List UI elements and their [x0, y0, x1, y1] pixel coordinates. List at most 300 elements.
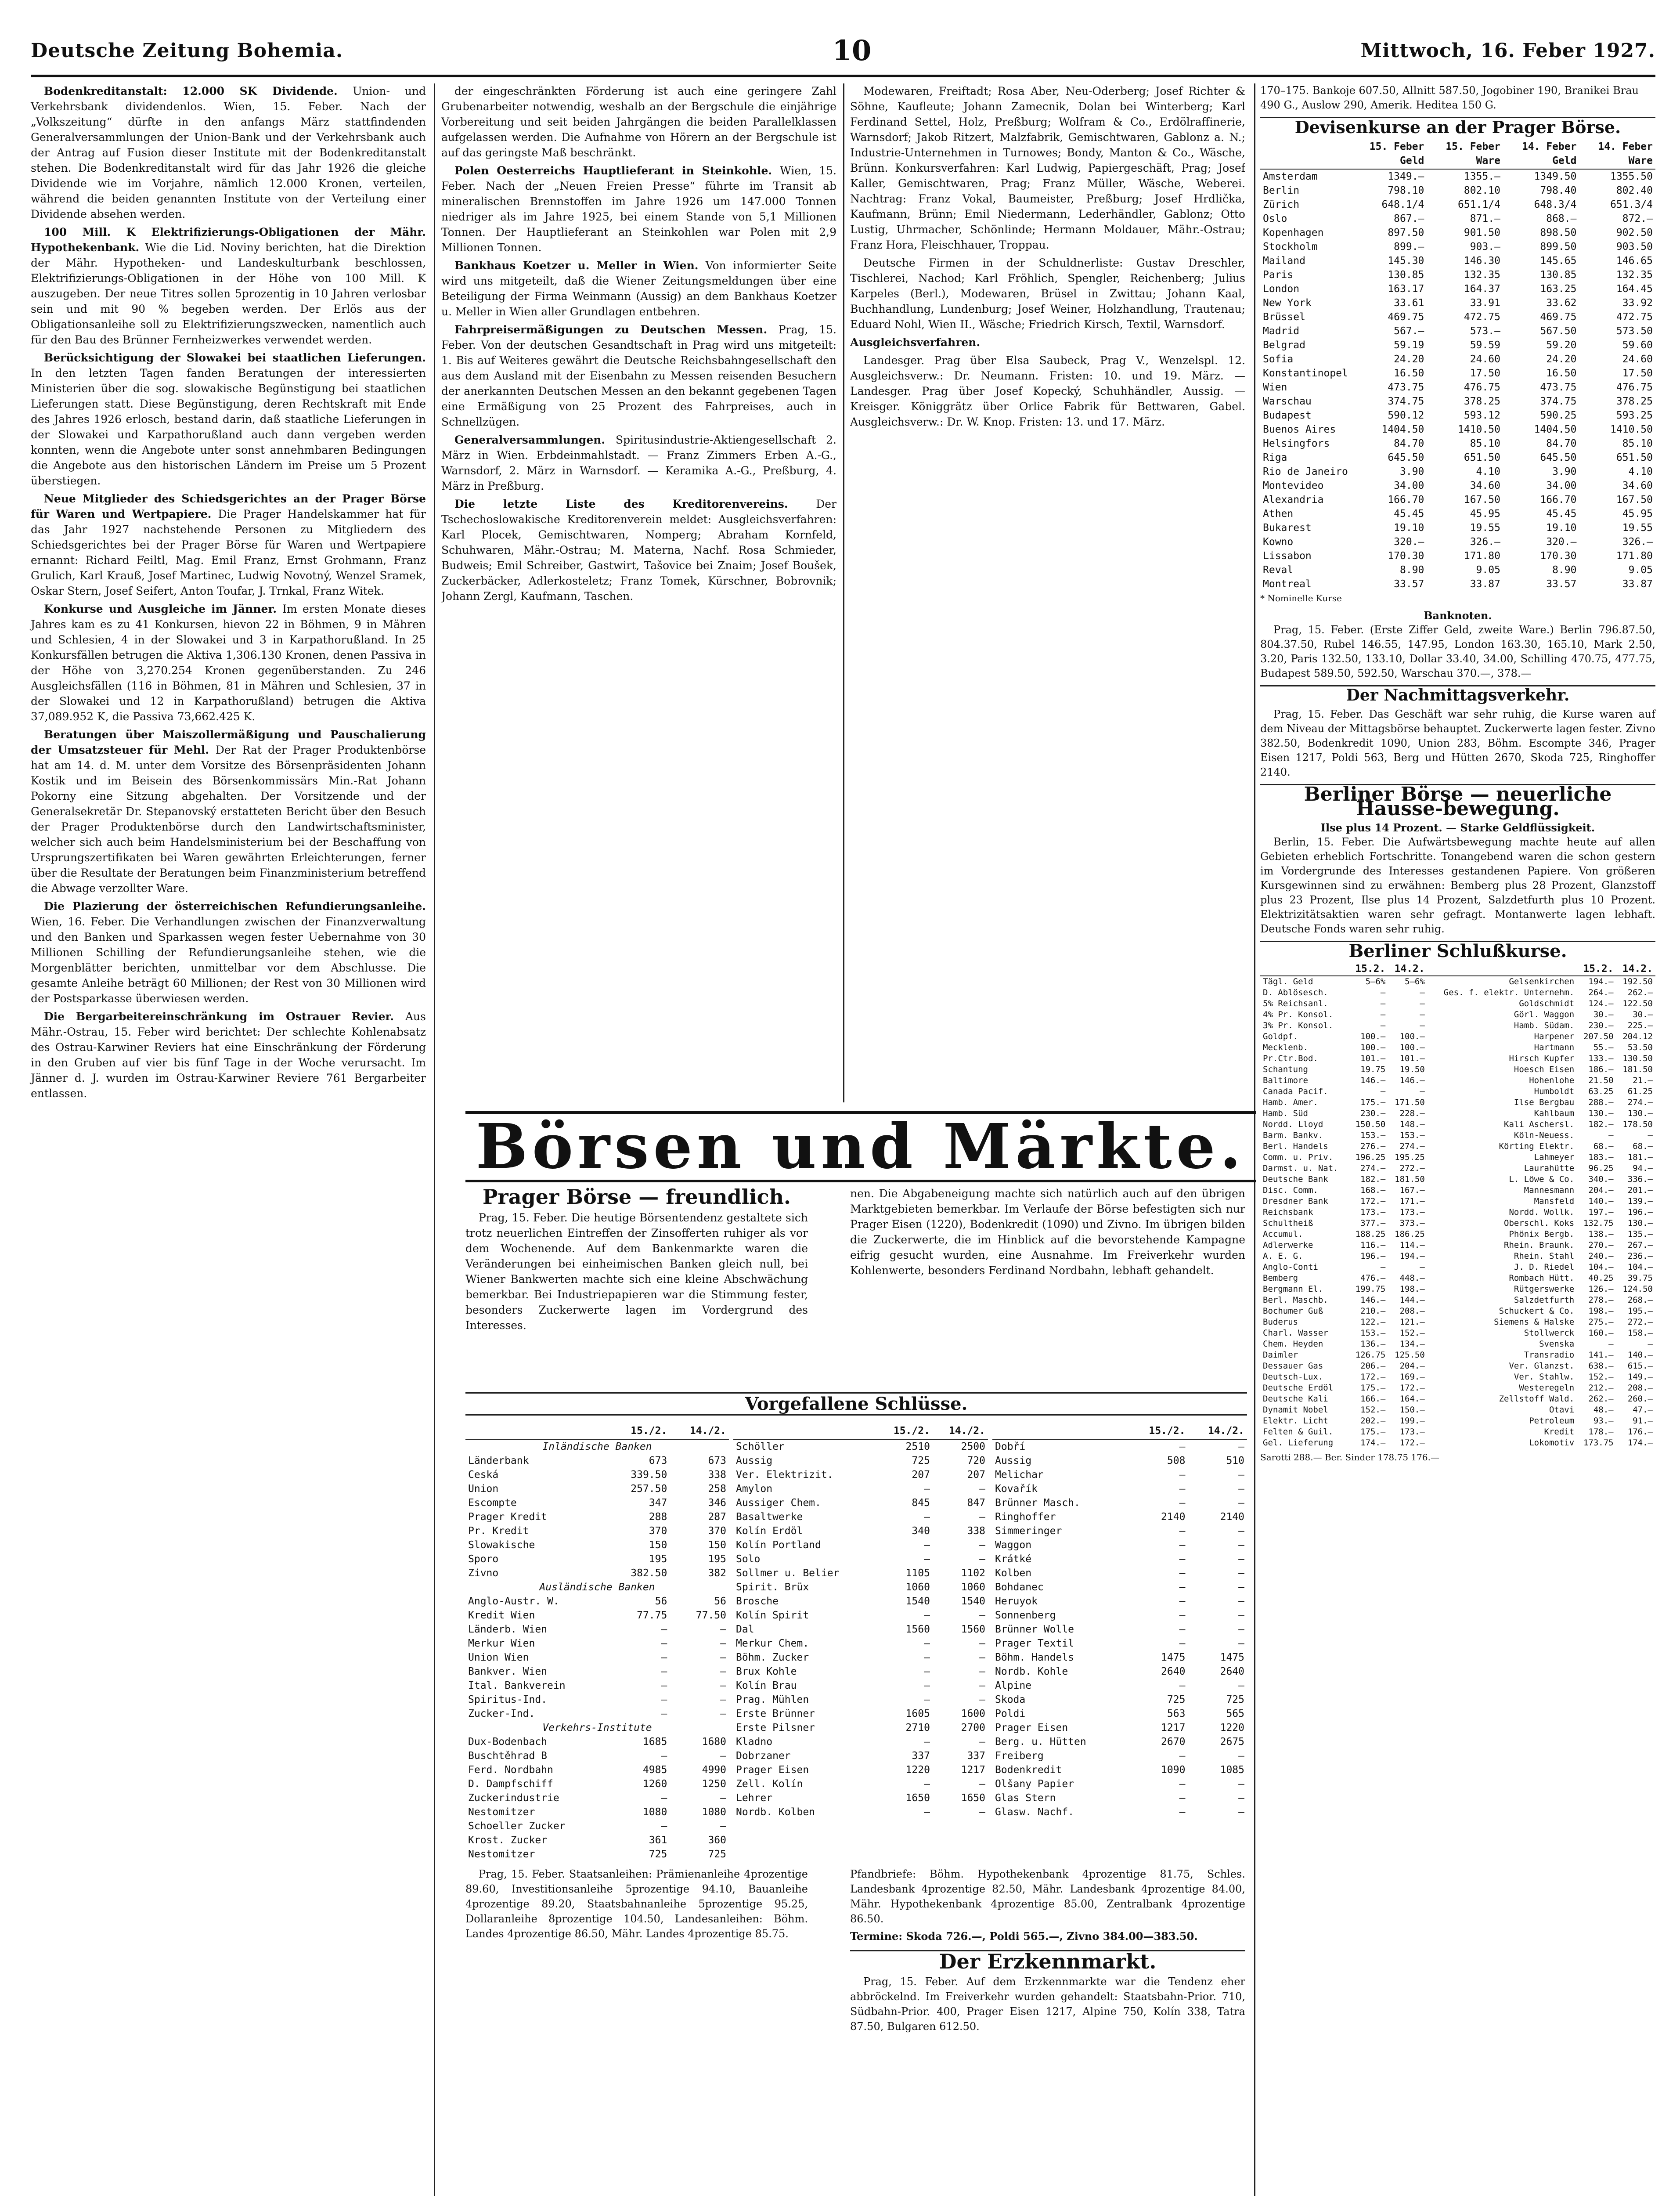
table-cell: 2500	[961, 1441, 985, 1452]
table-row	[992, 1524, 1247, 1538]
column-1	[31, 83, 426, 1104]
article-body: Aus Mähr.-Ostrau, 15. Feber wird berichtet: Der schlechte Kohlenabsatz des Ostrau-Karwiner Reviers hat eine Einschränkung der Förderung in den Gruben auf vier bis fünf Tage in der Woche verursacht. Im Jänner d. J. wurden im Ostrau-Karwiner Reviere 761 Bergarbeiter entlassen.	[31, 1010, 426, 1100]
table-cell: Accumul.	[1263, 1229, 1303, 1239]
table-row	[465, 1693, 729, 1707]
table-cell: 5% Reichsanl.	[1263, 999, 1328, 1008]
table-cell: Schultheiß	[1263, 1218, 1313, 1228]
table-row	[992, 1693, 1247, 1707]
table-row	[1260, 268, 1655, 282]
table-cell: —	[1608, 1131, 1614, 1140]
table-cell: 175.—	[1360, 1098, 1386, 1107]
table-cell: 194.—	[1399, 1251, 1425, 1261]
table-cell: 122.—	[1360, 1317, 1386, 1327]
table-cell: 2710	[905, 1722, 930, 1734]
prager-boerse-text-2: nen. Die Abgabeneigung machte sich natürlich auch auf den übrigen Marktgebieten bemerkbar. Im Verlaufe der Börse befestigten sich nur Prager Eisen (1220), Bodenkredit (1090) und Zivno. Im übrigen bilden die Zuckerwerte, die im Hinblick auf die bevorstehende Kampagne eifrig gesucht wurden, eine Ausnahme. Im Freiverkehr wurden Kohlenwerte, besonders Ferdinand Nordbahn, lebhaft gehandelt.	[850, 1187, 1245, 1277]
table-cell: 1475	[1161, 1652, 1186, 1663]
table-cell: —	[1420, 988, 1425, 997]
table-cell: Aussig	[736, 1455, 773, 1466]
table-cell: 53.50	[1627, 1043, 1653, 1052]
table-cell: —	[1238, 1596, 1244, 1607]
table-cell: Kolín Spirit	[736, 1610, 809, 1621]
table-cell: 648.3/4	[1534, 199, 1577, 210]
table-cell: 2700	[961, 1722, 985, 1734]
table-cell: Harpener	[1534, 1032, 1575, 1041]
table-cell: Rio de Janeiro	[1263, 466, 1348, 477]
table-cell: Waggon	[995, 1539, 1032, 1551]
article-body: Wie die Lid. Noviny berichten, hat die Direktion der Mähr. Hypotheken- und Landeskulturbank beschlossen, Elektrifizierungs-Obligationen in der Höhe von 100 Mill. K auszugeben. Der neue Titres sollen 5prozentig in 10 Jahren verlosbar sein und mit 90 % begeben werden. Der Erlös aus der Obligationsanleihe soll zu Elektrifizierungszwecken, namentlich auch für den Bau des Brünner Fernheizwerkes verwendet werden.	[31, 241, 426, 346]
table-row	[992, 1496, 1247, 1510]
table-cell: —	[661, 1624, 667, 1635]
table-cell: 100.—	[1360, 1032, 1386, 1041]
table-cell: 40.25	[1588, 1273, 1614, 1283]
table-cell: —	[1648, 1131, 1653, 1140]
table-cell: 183.—	[1588, 1152, 1614, 1162]
table-cell: 1404.50	[1534, 424, 1577, 435]
table-cell: 173.75	[1583, 1438, 1614, 1448]
table-cell: 175.—	[1360, 1383, 1386, 1393]
table-cell: Dessauer Gas	[1263, 1361, 1323, 1371]
table-cell: Bankver. Wien	[468, 1666, 548, 1677]
table-cell: 17.50	[1622, 368, 1653, 379]
table-cell: —	[979, 1736, 985, 1748]
table-cell: —	[979, 1680, 985, 1691]
table-cell: 270.—	[1588, 1240, 1614, 1250]
table-row	[1260, 394, 1655, 408]
table-cell: 85.10	[1470, 438, 1500, 449]
table-cell: Dynamit Nobel	[1263, 1405, 1328, 1415]
table-cell: 24.60	[1470, 354, 1500, 365]
table-cell: 104.—	[1588, 1262, 1614, 1272]
table-cell: Daimler	[1263, 1350, 1298, 1360]
table-cell: —	[979, 1652, 985, 1663]
table-row	[733, 1749, 988, 1763]
table-cell: Schuckert & Co.	[1499, 1306, 1575, 1316]
table-cell: 275.—	[1588, 1317, 1614, 1327]
table-cell: Ital. Bankverein	[468, 1680, 566, 1691]
table-cell: Nordb. Kohle	[995, 1666, 1068, 1677]
table-cell: 152.—	[1360, 1405, 1386, 1415]
table-row	[1260, 1317, 1655, 1328]
table-row	[733, 1763, 988, 1777]
article	[441, 83, 836, 160]
table-cell: —	[1380, 1010, 1386, 1019]
table-cell: 4% Pr. Konsol.	[1263, 1010, 1334, 1019]
table-cell: Bergmann El.	[1263, 1284, 1323, 1294]
table-cell: Skoda	[995, 1694, 1026, 1705]
table-row	[465, 1538, 729, 1552]
table-cell: —	[1179, 1596, 1186, 1607]
table-cell: Lissabon	[1263, 550, 1312, 562]
table-cell: Lehrer	[736, 1792, 773, 1804]
table-cell: Svenska	[1539, 1339, 1575, 1349]
table-row	[992, 1805, 1247, 1819]
table-row	[1260, 282, 1655, 296]
table-cell: Canada Pacif.	[1263, 1087, 1328, 1096]
table-row	[1260, 1097, 1655, 1108]
table-cell: 472.75	[1464, 311, 1500, 323]
table-cell: Amsterdam	[1263, 171, 1318, 182]
table-cell: Warschau	[1263, 396, 1312, 407]
table-cell: Ilse Bergbau	[1514, 1098, 1575, 1107]
table-cell: Ringhoffer	[995, 1511, 1056, 1523]
article-heading: Die Plazierung der österreichischen Refundierungsanleihe.	[44, 900, 426, 913]
table-cell: Amylon	[736, 1483, 773, 1495]
table-cell: 326.—	[1622, 536, 1653, 548]
table-cell: 382.50	[631, 1568, 667, 1579]
table-cell: 144.—	[1399, 1295, 1425, 1305]
erz-text: Prag, 15. Feber. Auf dem Erzkennmarkte war die Tendenz eher abbröckelnd. Im Freiverkehr wurden gehandelt: Staatsbahn-Prior. 710, Südbahn-Prior. 400, Prager Eisen 1217, Alpine 750, Kolín 338, Tatra 87.50, Bulgaren 612.50.	[850, 1976, 1245, 2033]
table-cell: 93.—	[1593, 1416, 1614, 1426]
table-cell: 77.75	[637, 1610, 667, 1621]
table-cell: 174.—	[1360, 1438, 1386, 1448]
table-row	[992, 1707, 1247, 1721]
table-cell: —	[661, 1680, 667, 1691]
prager-boerse-text: Prag, 15. Feber. Die heutige Börsentendenz gestaltete sich trotz neuerlichen Eintreffen der Zinsofferten ruhiger als vor dem Wochenende. Auf dem Bankenmarkte waren die Veränderungen bei einheimischen Banken gleich null, bei Wiener Bankwerten machte sich eine kleine Abschwächung bemerkbar. Bei Industriepapieren war die Stimmung fester, besonders Zuckerwerte lagen im Vordergrund des Interesses.	[465, 1211, 808, 1332]
table-cell: 178.50	[1622, 1120, 1653, 1129]
table-cell: Mannesmann	[1524, 1185, 1575, 1195]
devisen-table	[1260, 139, 1655, 591]
table-row	[1260, 549, 1655, 563]
table-row	[1260, 998, 1655, 1009]
table-header-cell: 14./2.	[670, 1423, 729, 1439]
table-cell: —	[1238, 1525, 1244, 1537]
ausgleich-heading: Ausgleichsverfahren.	[850, 336, 981, 349]
table-cell: 1680	[702, 1736, 726, 1748]
table-cell: —	[924, 1652, 930, 1663]
table-cell: 1540	[905, 1596, 930, 1607]
table-cell: 101.—	[1360, 1054, 1386, 1063]
table-cell: Goldpf.	[1263, 1032, 1298, 1041]
pfandbriefe-text: Pfandbriefe: Böhm. Hypothekenbank 4prozentige 81.75, Schles. Landesbank 4prozentige 82.50, Mähr. Landesbank 4prozentige 84.00, Mähr. Hypothekenbank 4prozentige 85.00, Zentralbank 4prozentige 86.50.	[850, 1868, 1245, 1925]
table-cell: —	[720, 1750, 726, 1762]
table-cell: Phönix Bergb.	[1509, 1229, 1575, 1239]
table-cell: 1650	[905, 1792, 930, 1804]
table-cell: —	[1179, 1568, 1186, 1579]
table-cell: Helsingfors	[1263, 438, 1330, 449]
table-row	[1260, 1196, 1655, 1207]
table-cell: 68.—	[1633, 1141, 1653, 1151]
table-cell: 287	[708, 1511, 726, 1523]
table-cell: 8.90	[1552, 564, 1577, 576]
table-cell: 373.—	[1399, 1218, 1425, 1228]
table-cell: 178.—	[1588, 1427, 1614, 1437]
table-cell: Stollwerck	[1524, 1328, 1575, 1338]
table-cell: 638.—	[1588, 1361, 1614, 1371]
article-body: Wien, 16. Feber. Die Verhandlungen zwischen der Finanzverwaltung und den Banken und Sparkassen wegen fester Uebernahme von 30 Millionen Schilling der Refundierungsanleihe stehen, wie die Morgenblätter berichten, unmittelbar vor dem Abschlusse. Die gesamte Anleihe beträgt 60 Millionen; der Rest von 30 Millionen wird der Postsparkasse überwiesen werden.	[31, 915, 426, 1005]
table-cell: Kolín Portland	[736, 1539, 821, 1551]
table-cell: —	[1380, 999, 1386, 1008]
table-cell: —	[924, 1778, 930, 1790]
article-body: Union- und Verkehrsbank dividendenlos. Wien, 15. Feber. Nach der „Volkszeitung“ dürfte in den anfangs März stattfindenden Generalversammlungen der Union-Bank und der Verkehrsbank auch der Antrag auf Fusion dieser Institute mit der Bodenkreditanstalt stehen. Die Bodenkreditanstalt wird für das Jahr 1926 die gleiche Dividende wie im Vorjahre, nämlich 12.000 Kronen, verteilen, während die beiden genannten Institute von der Verteilung einer Dividende absehen werden.	[31, 85, 426, 220]
table-cell: 476.75	[1464, 382, 1500, 393]
table-row	[992, 1665, 1247, 1679]
table-cell: —	[1380, 988, 1386, 997]
table-cell: 104.—	[1627, 1262, 1653, 1272]
table-cell: 130.—	[1627, 1218, 1653, 1228]
table-cell: —	[1179, 1610, 1186, 1621]
table-cell: —	[1380, 1087, 1386, 1096]
table-cell: —	[924, 1694, 930, 1705]
table-cell: 4.10	[1476, 466, 1500, 477]
table-cell: 139.—	[1627, 1196, 1653, 1206]
table-cell: 195	[708, 1553, 726, 1565]
table-header-cell: 15.2.	[1349, 963, 1388, 976]
table-cell: Kahlbaum	[1534, 1109, 1575, 1118]
table-cell: 84.70	[1394, 438, 1424, 449]
table-cell: Oberschl. Koks	[1504, 1218, 1575, 1228]
table-cell: 593.12	[1464, 410, 1500, 421]
table-cell: 338	[967, 1525, 985, 1537]
table-cell: 268.—	[1627, 1295, 1653, 1305]
table-cell: 140.—	[1627, 1350, 1653, 1360]
table-cell: 16.50	[1394, 368, 1424, 379]
table-cell: Riga	[1263, 452, 1287, 463]
article-heading: 100 Mill. K Elektrifizierungs-Obligationen der Mähr. Hypothekenbank.	[31, 226, 426, 254]
table-row	[465, 1833, 729, 1847]
table-cell: Humboldt	[1534, 1087, 1575, 1096]
table-cell: 146.—	[1360, 1295, 1386, 1305]
table-cell: 204.—	[1588, 1185, 1614, 1195]
table-row	[1260, 1295, 1655, 1306]
table-cell: 94.—	[1633, 1163, 1653, 1173]
article-heading: Fahrpreisermäßigungen zu Deutschen Messen.	[454, 323, 779, 336]
table-cell: 172.—	[1360, 1372, 1386, 1382]
table-cell: —	[1179, 1624, 1186, 1635]
table-cell: 173.—	[1399, 1207, 1425, 1217]
table-row	[992, 1594, 1247, 1608]
table-cell: Rhein. Braunk.	[1504, 1240, 1575, 1250]
table-cell: 240.—	[1588, 1251, 1614, 1261]
table-row	[1260, 296, 1655, 310]
table-cell: 181.—	[1627, 1152, 1653, 1162]
table-cell: 593.25	[1616, 410, 1653, 421]
table-cell: Hirsch Kupfer	[1509, 1054, 1575, 1063]
table-row	[733, 1636, 988, 1651]
table-row	[1260, 1372, 1655, 1383]
table-cell: Kredit Wien	[468, 1610, 535, 1621]
table-row	[1260, 1009, 1655, 1020]
table-row	[1260, 1174, 1655, 1185]
table-cell: 33.62	[1546, 297, 1577, 309]
article-heading: Berücksichtigung der Slowakei bei staatlichen Lieferungen.	[44, 351, 426, 364]
table-cell: —	[1179, 1539, 1186, 1551]
table-cell: 45.95	[1470, 508, 1500, 520]
table-header-row	[733, 1423, 988, 1439]
table-cell: 1540	[961, 1596, 985, 1607]
table-row	[992, 1735, 1247, 1749]
staatsanleihen-text: Prag, 15. Feber. Staatsanleihen: Prämienanleihe 4prozentige 89.60, Investitionsanleihe 5prozentige 94.10, Bauanleihe 4prozentige 89.20, Staatsbahnanleihe 5prozentige 95.25, Dollaranleihe 8prozentige 104.50, Landesanleihen: Böhm. Landes 4prozentige 86.50, Mähr. Landes 4prozentige 85.75.	[465, 1868, 808, 1940]
table-cell: 274.—	[1399, 1141, 1425, 1151]
table-cell: 448.—	[1399, 1273, 1425, 1283]
table-cell: 77.50	[696, 1610, 726, 1621]
table-cell: 19.55	[1470, 522, 1500, 534]
table-cell: 258	[708, 1483, 726, 1495]
table-cell: Deutsche Kali	[1263, 1394, 1328, 1404]
table-cell: 164.45	[1616, 283, 1653, 295]
table-cell: 96.25	[1588, 1163, 1614, 1173]
table-cell: Brüssel	[1263, 311, 1305, 323]
table-row	[992, 1636, 1247, 1651]
table-cell: 370	[649, 1525, 667, 1537]
creditor-list-text: Modewaren, Freiftadt; Rosa Aber, Neu-Oderberg; Josef Richter & Söhne, Kaufleute; Johann Zamecnik, Dolan bei Winterberg; Karl Ferdinand Settel, Holz, Preßburg; Wolfram & Co., Erdölraffinerie, Warnsdorf; Jakob Ritzert, Malzfabrik, Gemischtwaren, Gablonz a. N.; Industrie-Unternehmen in Turnowes; Bondy, Manton & Co., Wäsche, Brünn. Konkursverfahren: Karl Ludwig, Papiergeschäft, Prag; Josef Kaller, Gemischtwaren, Prag; Franz Müller, Wäsche, Weberei. Nachtrag: Franz Vokal, Baumeister, Preßburg; Josef Hrdlička, Kaufmann, Brünn; Emil Niedermann, Lederhändler, Gablonz; Otto Lustig, Uhrmacher, Schönlinde; Hermann Moldauer, Mähr.-Ostrau; Franz Hora, Fleischhauer, Troppau.	[850, 85, 1245, 251]
table-cell: Montreal	[1263, 578, 1312, 590]
table-cell: Nordd. Wollk.	[1509, 1207, 1575, 1217]
table-cell: 8.90	[1400, 564, 1424, 576]
schlusskurse-note: Sarotti 288.— Ber. Sinder 178.75 176.—	[1260, 1452, 1439, 1463]
table-cell: Siemens & Halske	[1494, 1317, 1575, 1327]
table-cell: Mailand	[1263, 255, 1305, 267]
column-3	[850, 83, 1245, 1102]
table-cell: Hoesch Eisen	[1514, 1065, 1575, 1074]
table-cell: Heruyok	[995, 1596, 1038, 1607]
table-cell: 17.50	[1470, 368, 1500, 379]
table-cell: Buschtěhrad B	[468, 1750, 548, 1762]
table-row	[992, 1651, 1247, 1665]
table-row	[465, 1496, 729, 1510]
table-cell: 902.50	[1616, 227, 1653, 238]
article-heading: Beratungen über Maiszollermäßigung und Pauschalierung der Umsatzsteuer für Mehl.	[31, 728, 426, 756]
table-cell: Merkur Chem.	[736, 1638, 809, 1649]
table-cell: Länderbank	[468, 1455, 529, 1466]
table-cell: 651.3/4	[1610, 199, 1653, 210]
table-cell: Nestomitzer	[468, 1849, 535, 1860]
table-cell: Montevideo	[1263, 480, 1324, 491]
table-cell: 3.90	[1552, 466, 1577, 477]
table-row	[1260, 1438, 1655, 1448]
table-cell: 651.1/4	[1458, 199, 1500, 210]
table-cell: Brünner Masch.	[995, 1497, 1080, 1509]
table-cell: Pr.Ctr.Bod.	[1263, 1054, 1318, 1063]
table-cell: 152.—	[1399, 1328, 1425, 1338]
table-cell: 1060	[905, 1582, 930, 1593]
table-cell: 19.55	[1622, 522, 1653, 534]
table-row	[1260, 507, 1655, 521]
table-cell: Berg. u. Hütten	[995, 1736, 1086, 1748]
table-cell: 725	[1226, 1694, 1244, 1705]
article	[441, 258, 836, 319]
table-cell: 173.—	[1360, 1207, 1386, 1217]
table-cell: 33.61	[1394, 297, 1424, 309]
table-cell: Rhein. Stahl	[1514, 1251, 1575, 1261]
banks-table	[465, 1423, 729, 1861]
table-cell: 130.—	[1588, 1109, 1614, 1118]
table-cell: Merkur Wien	[468, 1638, 535, 1649]
table-cell: 382	[708, 1568, 726, 1579]
table-cell: Alpine	[995, 1680, 1032, 1691]
table-row	[1260, 1185, 1655, 1196]
table-cell: Hamb. Amer.	[1263, 1098, 1318, 1107]
table-cell: —	[924, 1539, 930, 1551]
table-cell: Brux Kohle	[736, 1666, 797, 1677]
article-heading: Neue Mitglieder des Schiedsgerichtes an der Prager Börse für Waren und Wertpapiere.	[31, 492, 426, 520]
table-cell: 370	[708, 1525, 726, 1537]
table-cell: —	[1238, 1469, 1244, 1481]
article-heading: Die letzte Liste des Kreditorenvereins.	[454, 498, 816, 510]
table-cell: 510	[1226, 1455, 1244, 1466]
table-row	[1260, 198, 1655, 212]
table-cell: —	[661, 1708, 667, 1719]
table-cell: D. Dampfschiff	[468, 1778, 553, 1790]
ausgleich-text: Landesger. Prag über Elsa Saubeck, Prag V., Wenzelspl. 12. Ausgleichsverw.: Dr. Neumann. Fristen: 10. und 19. März. — Landesger. Prag über Josef Kopecký, Schuhhändler, Aussig. — Kreisger. Königgrätz über Orlice Fabrik für Bettwaren, Gabel. Ausgleichsverw.: Dr. W. Knop. Fristen: 13. und 17. März.	[850, 354, 1245, 428]
pfandbriefe-block	[850, 1867, 1245, 2034]
table-cell: Dux-Bodenbach	[468, 1736, 548, 1748]
table-cell: 163.17	[1388, 283, 1424, 295]
table-cell: 1355.—	[1464, 171, 1500, 182]
table-cell: 274.—	[1360, 1163, 1386, 1173]
table-cell: 153.—	[1360, 1131, 1386, 1140]
table-row	[1260, 1394, 1655, 1405]
table-cell: 59.20	[1546, 340, 1577, 351]
table-cell: 125.50	[1395, 1350, 1425, 1360]
table-row	[1260, 1119, 1655, 1130]
table-cell: Zuckerindustrie	[468, 1792, 559, 1804]
table-cell: —	[1179, 1483, 1186, 1495]
table-cell: Disc. Comm.	[1263, 1185, 1318, 1195]
table-row	[733, 1777, 988, 1791]
table-cell: 34.00	[1546, 480, 1577, 491]
table-cell: 140.—	[1588, 1196, 1614, 1206]
table-row	[1260, 1339, 1655, 1350]
table-cell: Nordb. Kolben	[736, 1806, 815, 1818]
table-cell: Petroleum	[1529, 1416, 1575, 1426]
table-cell: Ferd. Nordbahn	[468, 1764, 553, 1776]
table-cell: Felten & Guil.	[1263, 1427, 1334, 1437]
table-row	[465, 1791, 729, 1805]
table-cell: 30.—	[1593, 1010, 1614, 1019]
table-cell: Barm. Bankv.	[1263, 1131, 1323, 1140]
article	[31, 83, 426, 222]
table-cell: Spirit. Brüx	[736, 1582, 809, 1593]
table-row	[733, 1608, 988, 1622]
article-body: Der Tschechoslowakische Kreditorenverein meldet: Ausgleichsverfahren: Karl Plocek, Gemischtwaren, Nomperg; Abraham Kornfeld, Schuhwaren, Mähr.-Ostrau; M. Materna, Nachf. Rosa Schmieder, Budweis; Emil Schreiber, Gastwirt, Tašovice bei Znaim; Josef Boušek, Zuckerbäcker, Adlerkosteletz; Franz Tomek, Kürschner, Bobrovnik; Johann Zergl, Kaufmann, Taschen.	[441, 498, 836, 603]
table-cell: 192.50	[1622, 977, 1653, 986]
table-cell: —	[661, 1652, 667, 1663]
table-cell: 21.50	[1588, 1076, 1614, 1085]
table-row	[1260, 408, 1655, 423]
table-cell: Erste Pilsner	[736, 1722, 815, 1734]
table-cell: 573.50	[1616, 325, 1653, 337]
table-cell: 207	[967, 1469, 985, 1481]
table-row	[465, 1735, 729, 1749]
table-cell: 208.—	[1627, 1383, 1653, 1393]
table-cell: 903.—	[1470, 241, 1500, 253]
table-cell: 2140	[1220, 1511, 1244, 1523]
table-cell: 278.—	[1588, 1295, 1614, 1305]
table-cell: 195.—	[1627, 1306, 1653, 1316]
table-cell: 1102	[961, 1568, 985, 1579]
table-cell: 257.50	[631, 1483, 667, 1495]
table-cell: —	[1380, 1021, 1386, 1030]
devisen-heading: Devisenkurse an der Prager Börse.	[1260, 117, 1655, 134]
table-cell: 135.—	[1627, 1229, 1653, 1239]
table-row	[992, 1749, 1247, 1763]
table-cell: 150.50	[1355, 1120, 1386, 1129]
table-header-cell: 14.2.	[1388, 963, 1427, 976]
table-cell: 150	[649, 1539, 667, 1551]
table-cell: Laurahütte	[1524, 1163, 1575, 1173]
table-cell: 899.50	[1540, 241, 1577, 253]
table-header-cell: 15.2.	[1577, 963, 1616, 976]
table-cell: 167.50	[1616, 494, 1653, 506]
table-cell: 198.—	[1588, 1306, 1614, 1316]
table-row	[465, 1819, 729, 1833]
table-cell: 563	[1167, 1708, 1186, 1719]
table-row	[465, 1566, 729, 1580]
table-cell: —	[1179, 1553, 1186, 1565]
article-body: Die Prager Handelskammer hat für das Jahr 1927 nachstehende Personen zu Mitgliedern des Schiedsgerichtes bei der Prager Börse für Waren und Wertpapiere ernannt: Richard Feiltl, Mag. Emil Franz, Ernst Grohmann, Franz Grulich, Karl Krauß, Josef Martinec, Ludwig Novotný, Wenzel Sramek, Oskar Stern, Josef Seifert, Anton Toufar, J. Trnkal, Franz Witek.	[31, 508, 426, 597]
column-rule	[434, 83, 435, 2196]
table-cell: —	[661, 1750, 667, 1762]
